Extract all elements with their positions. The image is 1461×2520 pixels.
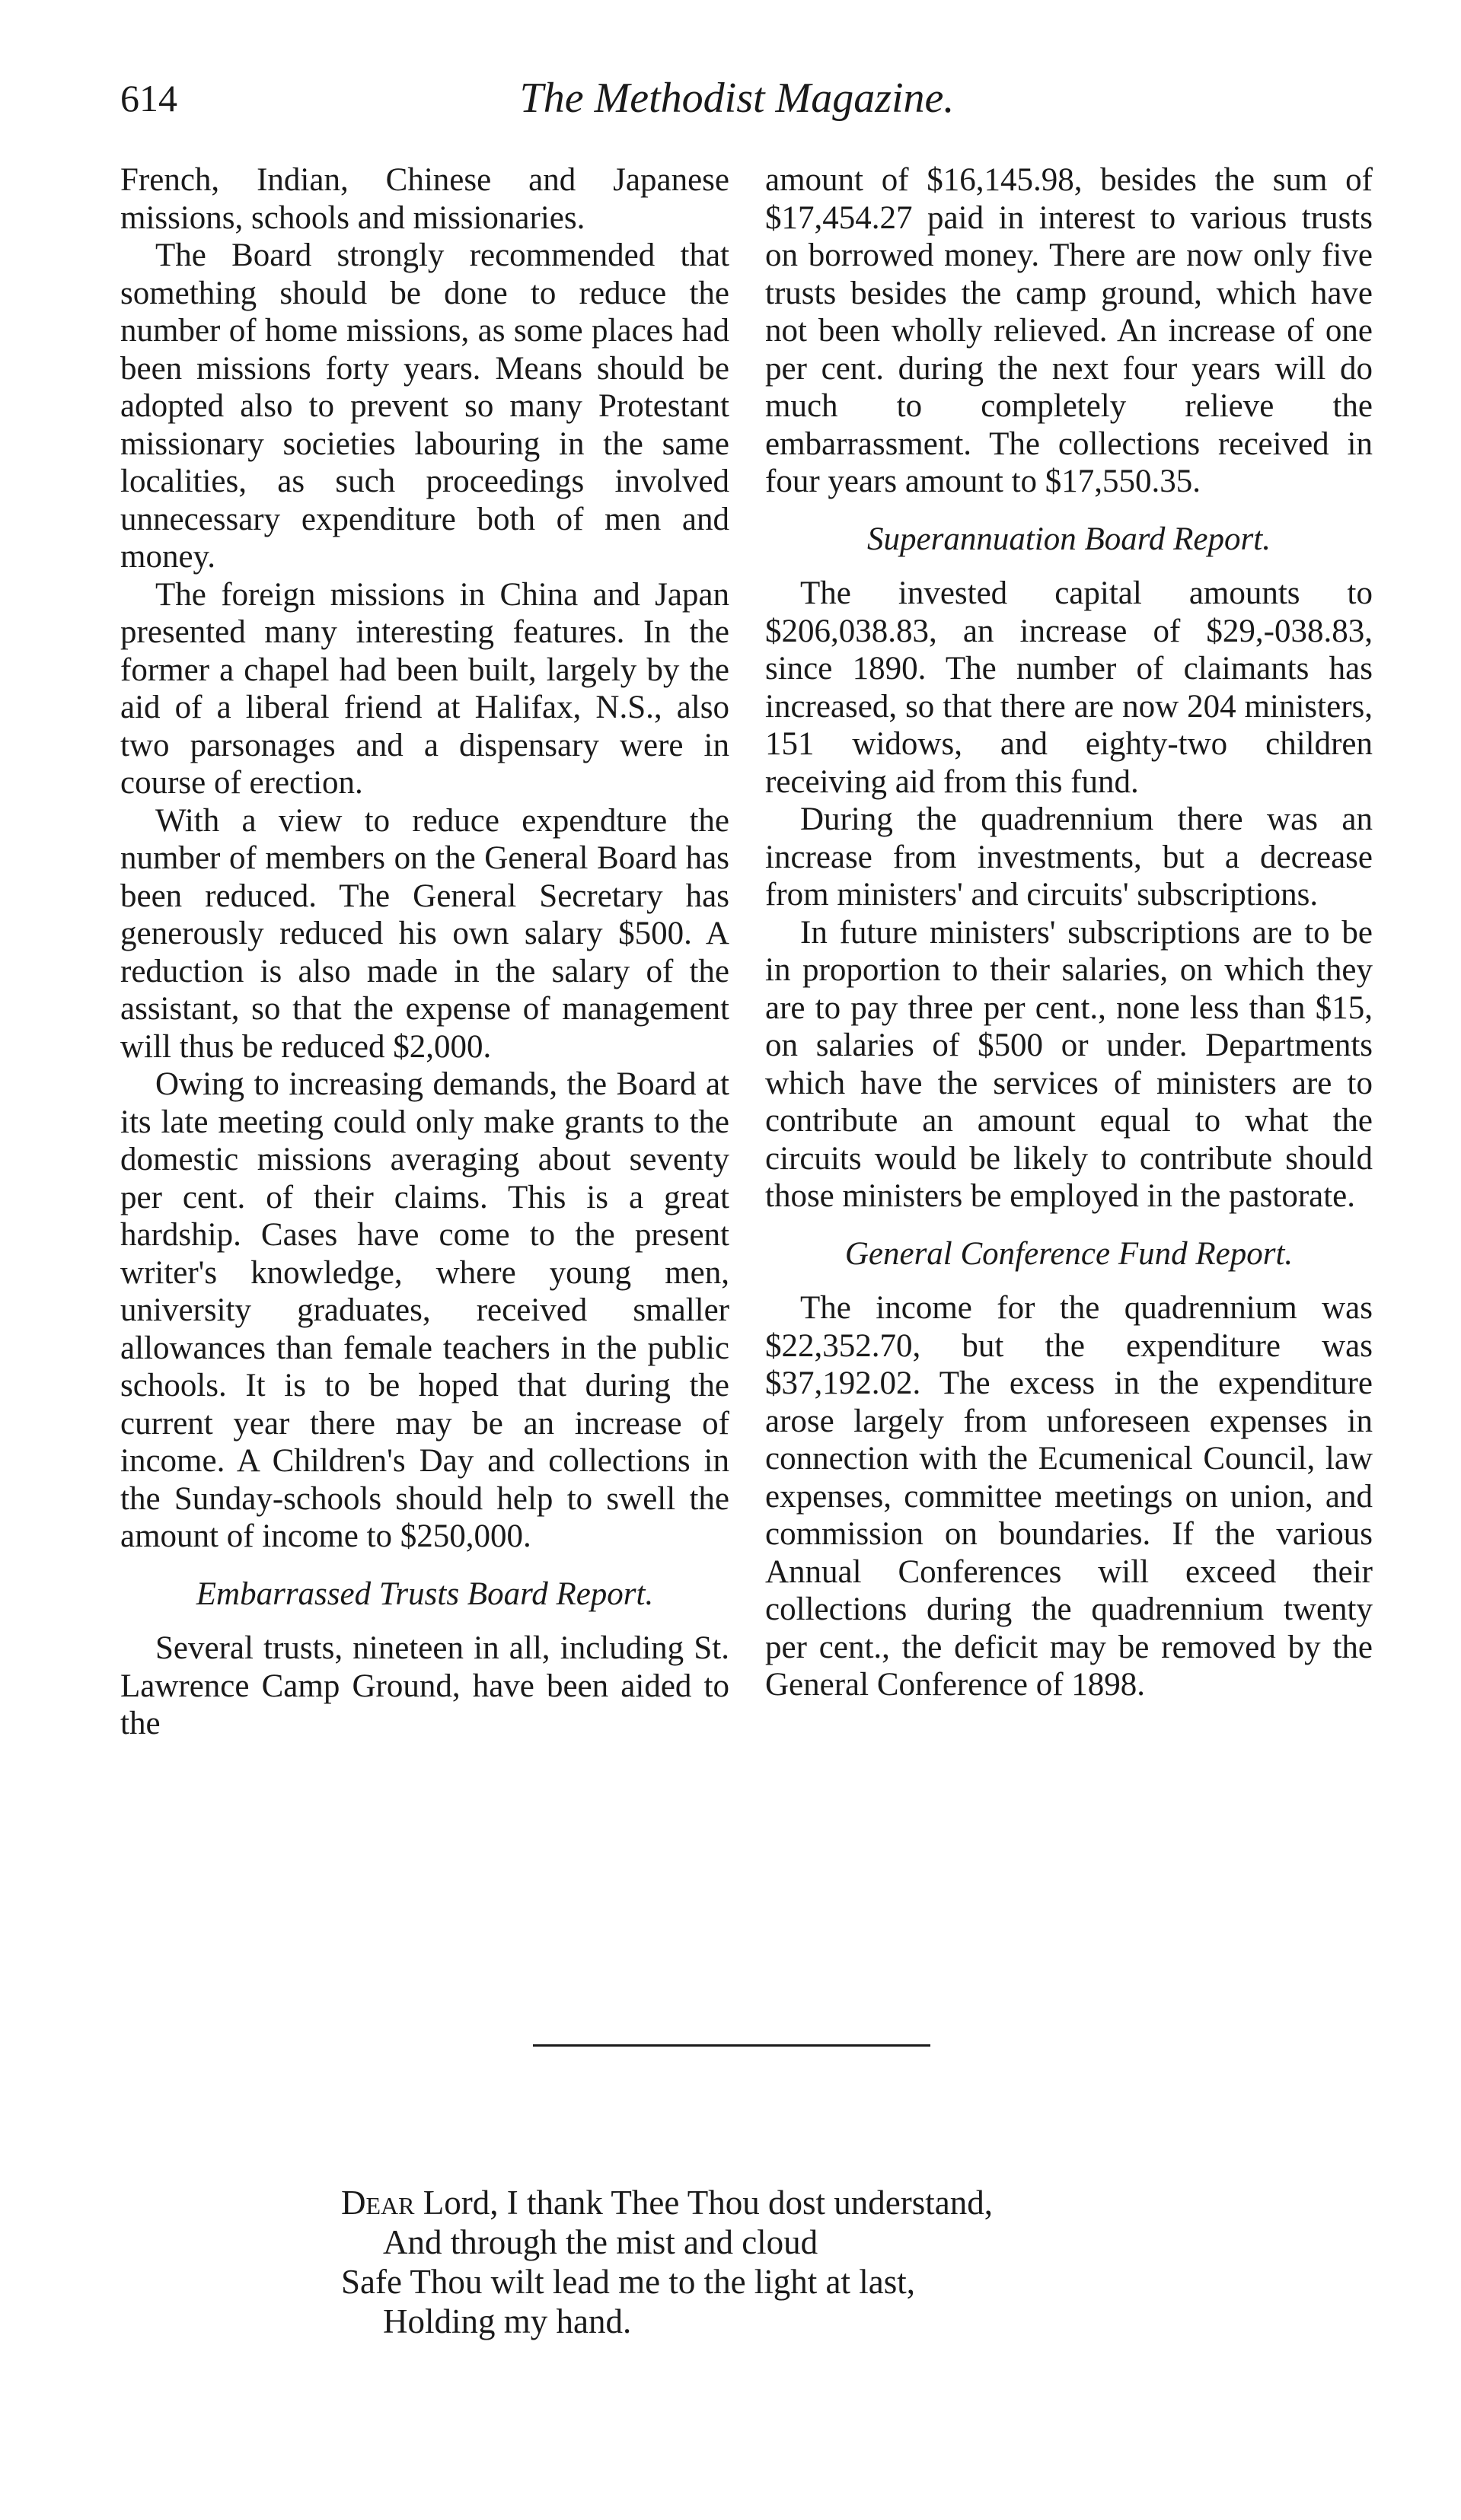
poem-line-text: Lord, I thank Thee Thou dost understand, [414, 2184, 993, 2222]
paragraph: The Board strongly recommended that something should be done to reduce the number of home missions, as some places had been missions forty years. Means should be adopted also to prevent so many Protestant missionary societies labouring in the same localities, as such proceedings involved unnecessary expenditure both of men and money. [120, 237, 729, 575]
poem-line: Safe Thou wilt lead me to the light at last, [341, 2263, 916, 2301]
paragraph: amount of $16,145.98, besides the sum of $17,454.27 paid in interest to various trusts on borrowed money. There are now only five trusts besides the camp ground, which have not been wholly relieved. An increase of one per cent. during the next four years will do much to completely relieve the embarrassment. The collections received in four years amount to $17,550.35. [765, 162, 1373, 499]
paragraph: Owing to increasing demands, the Board at its late meeting could only make grants to the domestic missions averaging about seventy per cent. of their claims. This is a great hardship. Cases have come to the present writer's knowledge, where young men, university graduates, received smaller allowances than female teachers in the public schools. It is to be hoped that during the current year there may be an increase of income. A Children's Day and collections in the Sunday-schools should help to swell the amount of income to $250,000. [120, 1066, 729, 1554]
poem-first-word: Dear [341, 2184, 415, 2222]
running-title: The Methodist Magazine. [519, 75, 955, 122]
page-header [120, 72, 1354, 132]
paragraph: With a view to reduce expendture the number of members on the General Board has been reduced. The General Secretary has generously reduced his own salary $500. A reduction is also made in the salary of the assistant, so that the expense of management will thus be reduced $2,000. [120, 802, 729, 1065]
paragraph: During the quadrennium there was an increase from investments, but a decrease from ministers' and circuits' subscriptions. [765, 801, 1373, 913]
paragraph: French, Indian, Chinese and Japanese missions, schools and missionaries. [120, 162, 729, 236]
left-column [120, 161, 729, 1743]
poem-line: And through the mist and cloud [383, 2223, 818, 2261]
poem-line [341, 2183, 993, 2222]
section-heading-trusts: Embarrassed Trusts Board Report. [196, 1575, 654, 1612]
section-heading-conference: General Conference Fund Report. [844, 1235, 1294, 1272]
section-heading-superannuation: Superannuation Board Report. [867, 521, 1271, 557]
paragraph: The income for the quadrennium was $22,352.70, but the expenditure was $37,192.02. The excess in the expenditure arose largely from unforeseen expenses in connection with the Ecumenical Council, law expenses, committee meetings on union, and commission on boundaries. If the various Annual Conferences will exceed their collections during the quadrennium twenty per cent., the deficit may be removed by the General Conference of 1898. [765, 1290, 1373, 1703]
page-number: 614 [120, 77, 177, 119]
poem-line: Holding my hand. [383, 2302, 632, 2340]
poem [341, 2183, 993, 2341]
right-column [765, 161, 1373, 1704]
paragraph: The invested capital amounts to $206,038.83, an increase of $29,-038.83, since 1890. The number of claimants has increased, so that there are now 204 ministers, 151 widows, and eighty-two children receiving aid from this fund. [765, 575, 1373, 800]
section-divider [533, 2044, 930, 2047]
paragraph: In future ministers' subscriptions are to be in proportion to their salaries, on which they are to pay three per cent., none less than $15, on salaries of $500 or under. Departments which have the services of ministers are to contribute an amount equal to what the circuits would be likely to contribute should those ministers be employed in the pastorate. [765, 914, 1373, 1214]
paragraph: Several trusts, nineteen in all, including St. Lawrence Camp Ground, have been aided to the [120, 1630, 729, 1741]
paragraph: The foreign missions in China and Japan presented many interesting features. In the former a chapel had been built, largely by the aid of a liberal friend at Halifax, N.S., also two parsonages and a dispensary were in course of erection. [120, 576, 729, 801]
